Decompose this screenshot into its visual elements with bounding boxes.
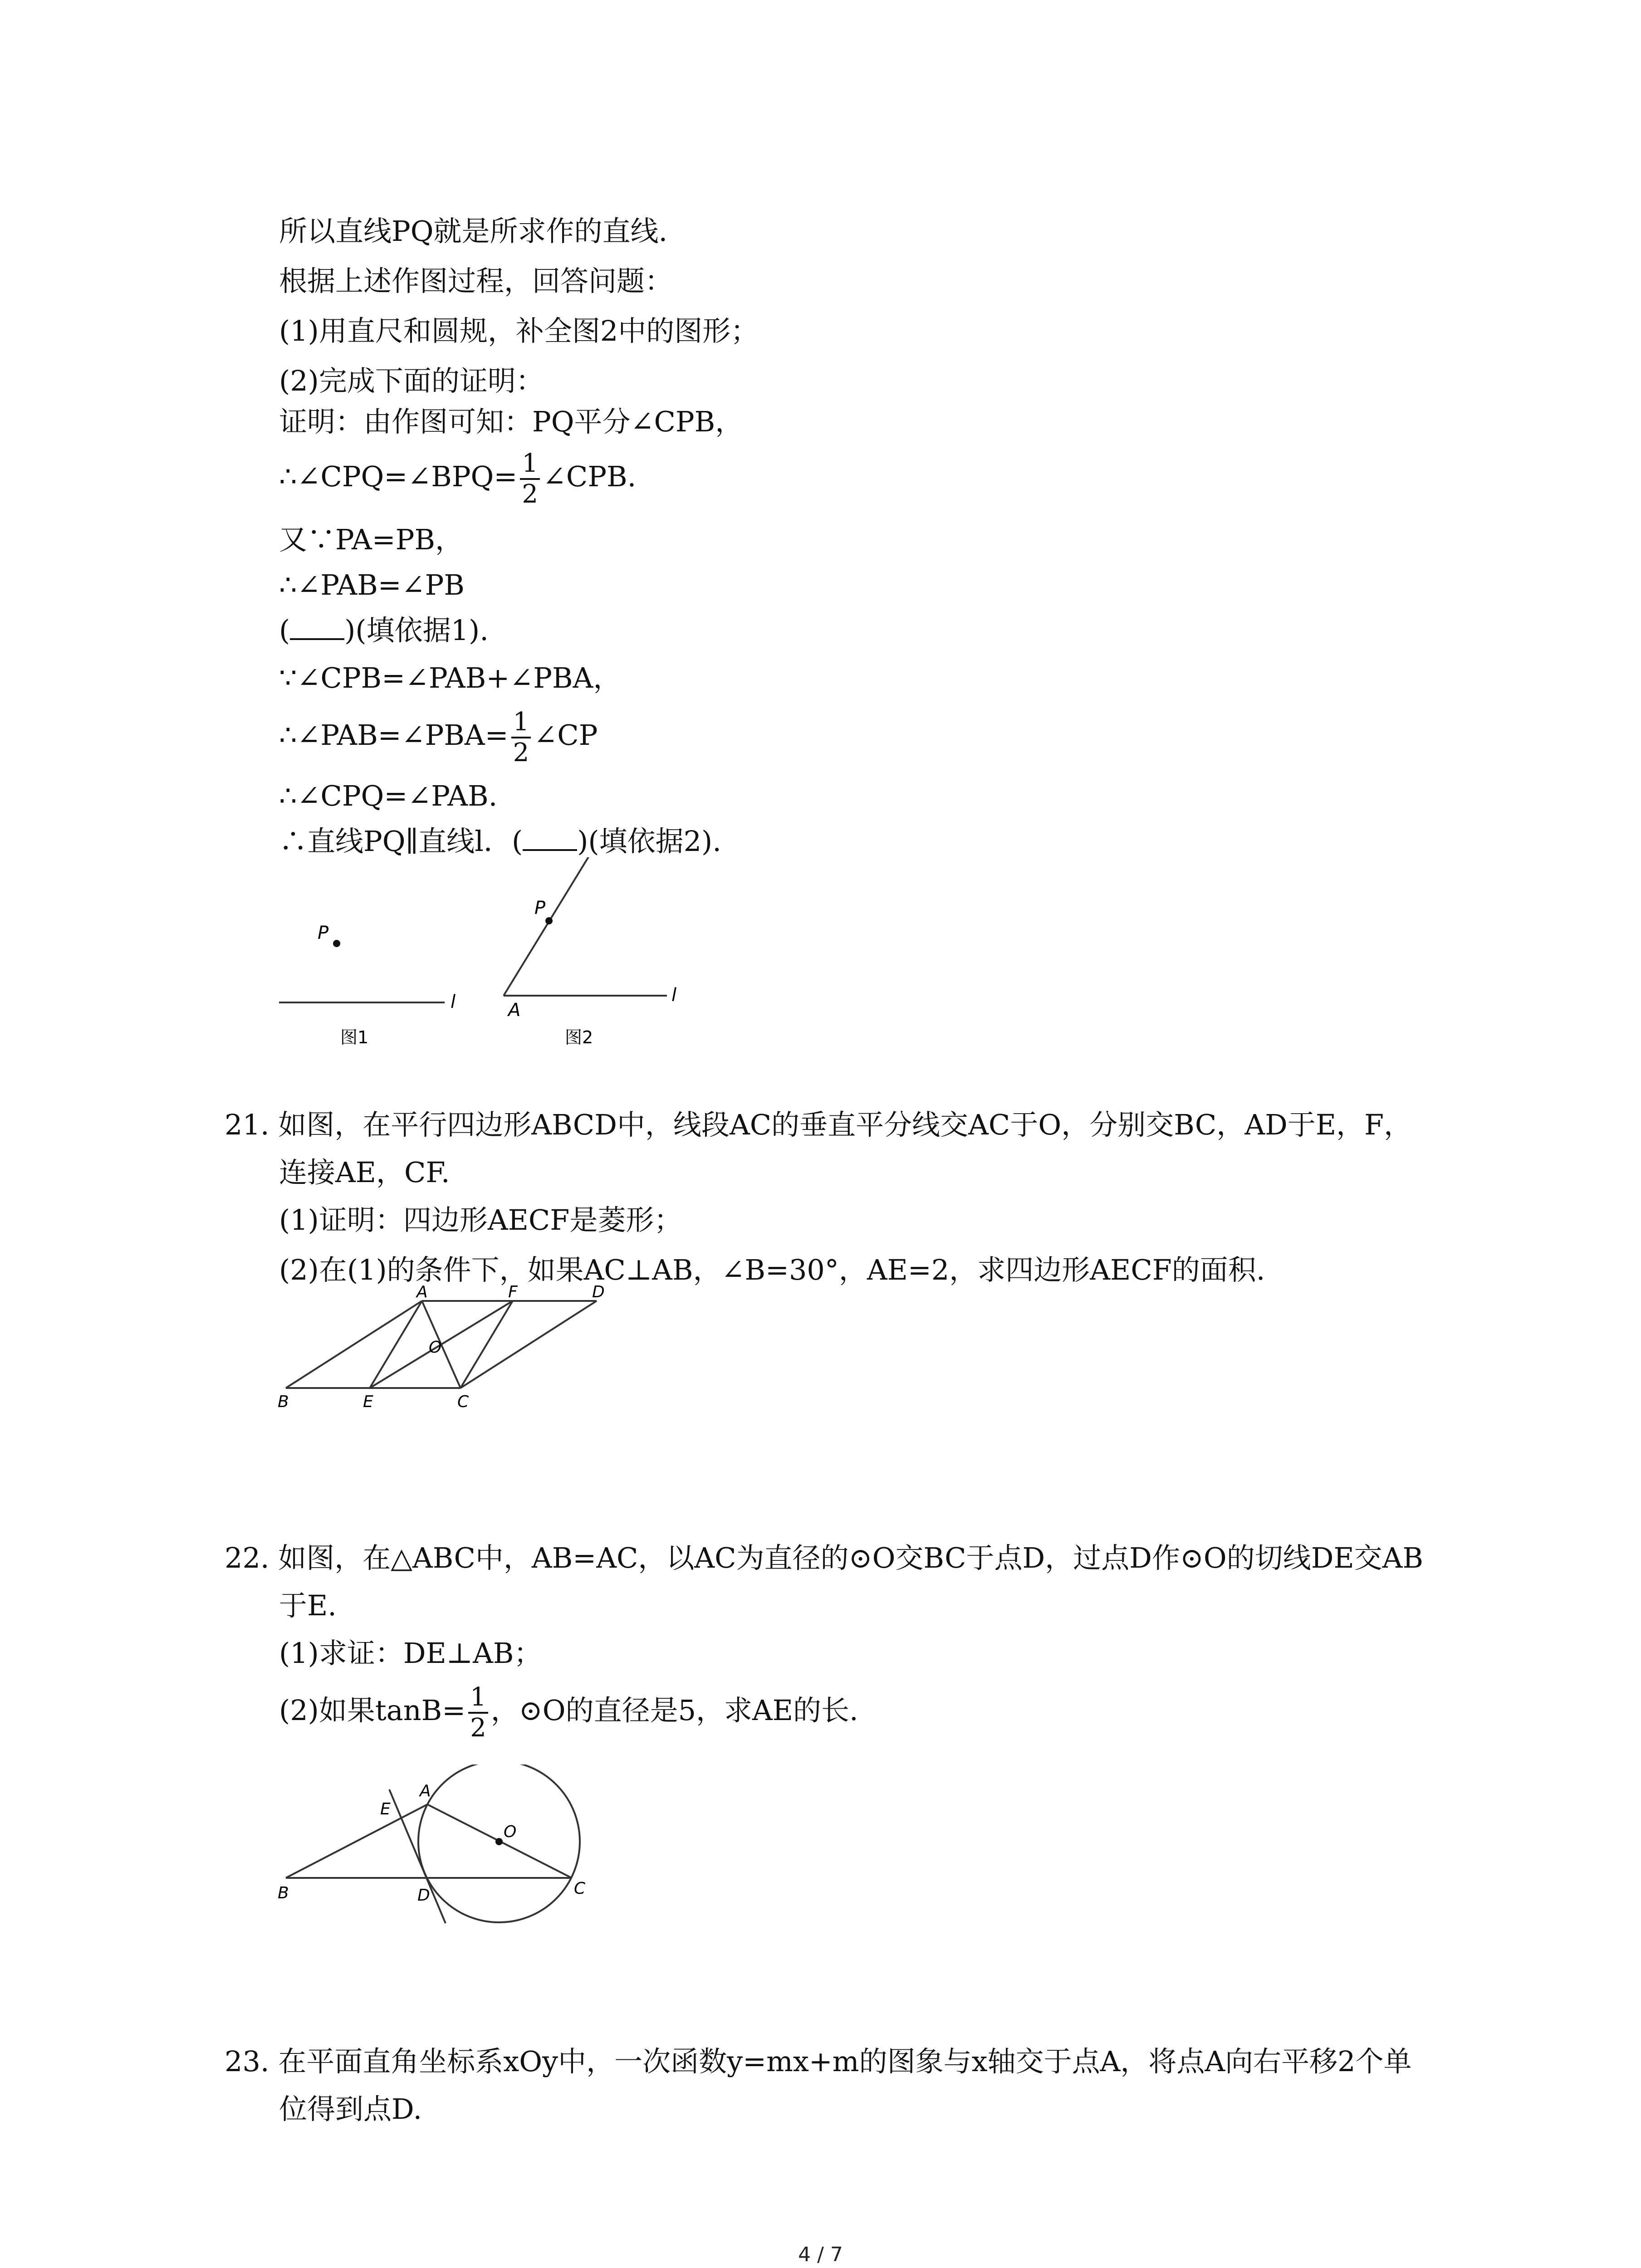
point-p-dot xyxy=(333,940,340,947)
p20-line-9 xyxy=(279,612,489,649)
label-e: E xyxy=(380,1800,391,1818)
p20-line-11-right: ∠CP xyxy=(534,719,598,752)
p22-line-3: (1)求证：DE⊥AB； xyxy=(279,1637,542,1670)
fraction-half xyxy=(468,1683,488,1743)
fraction-denominator: 2 xyxy=(522,479,538,509)
label-a: A xyxy=(508,1000,521,1021)
p22-line-1: 22. 如图，在△ABC中，AB=AC，以AC为直径的⊙O交BC于点D，过点D作⊙O的切线DE交AB xyxy=(225,1541,1424,1574)
fraction-numerator: 1 xyxy=(520,449,540,480)
answer-blank-2 xyxy=(523,824,577,851)
fraction-denominator: 2 xyxy=(470,1713,486,1743)
fraction-half xyxy=(511,708,531,767)
label-p: P xyxy=(534,898,546,919)
label-f: F xyxy=(508,1284,518,1301)
label-o: O xyxy=(429,1338,442,1357)
label-d: D xyxy=(592,1284,605,1301)
answer-blank-1 xyxy=(290,613,344,640)
p21-line-1: 21. 如图，在平行四边形ABCD中，线段AC的垂直平分线交AC于O，分别交BC，AD于E，F， xyxy=(225,1108,1412,1141)
p22-line-4-right: ，⊙O的直径是5，求AE的长. xyxy=(490,1694,858,1727)
fraction-numerator: 1 xyxy=(468,1683,488,1714)
p20-line-7: 又∵PA=PB， xyxy=(279,523,464,556)
p20-line-12: ∴∠CPQ=∠PAB. xyxy=(279,779,498,812)
p23-line-1: 23. 在平面直角坐标系xOy中，一次函数y=mx+m的图象与x轴交于点A，将点A向右平移2个单 xyxy=(225,2045,1412,2078)
p20-line-5: 证明：由作图可知：PQ平分∠CPB， xyxy=(279,405,744,438)
p20-line-6-left: ∴∠CPQ=∠BPQ= xyxy=(279,460,518,494)
label-c: C xyxy=(574,1879,586,1898)
p20-line-3: (1)用直尺和圆规，补全图2中的图形； xyxy=(279,314,759,347)
label-p: P xyxy=(318,923,329,943)
segment-ba xyxy=(286,1301,422,1388)
label-d: D xyxy=(417,1886,430,1905)
segment-ae xyxy=(370,1301,422,1388)
label-o: O xyxy=(504,1823,517,1841)
p20-line-1: 所以直线PQ就是所求作的直线. xyxy=(279,215,668,248)
figure-2-caption: 图2 xyxy=(565,1027,593,1047)
p21-figure xyxy=(272,1284,617,1420)
p20-line-6 xyxy=(279,449,636,509)
page-number: 4 / 7 xyxy=(798,2243,843,2266)
p22-line-4 xyxy=(279,1683,858,1743)
p20-line-10: ∵∠CPB=∠PAB+∠PBA， xyxy=(279,661,622,694)
p20-line-9-rest: )(填依据1). xyxy=(344,614,489,647)
label-c: C xyxy=(457,1393,469,1411)
ray-ap xyxy=(504,857,597,996)
label-b: B xyxy=(278,1884,289,1902)
p20-line-13-left: ∴直线PQ∥直线l．( xyxy=(279,825,523,858)
label-b: B xyxy=(278,1393,289,1411)
label-l: l xyxy=(671,985,677,1006)
p20-line-13-rest: )(填依据2). xyxy=(577,825,721,858)
p20-line-6-right: ∠CPB. xyxy=(542,460,637,494)
p22-line-4-left: (2)如果tanB= xyxy=(279,1694,466,1727)
label-e: E xyxy=(363,1393,373,1411)
label-l: l xyxy=(451,992,456,1012)
p20-figures xyxy=(272,857,726,1066)
center-o-dot xyxy=(495,1838,503,1845)
figure-1-caption: 图1 xyxy=(340,1027,369,1047)
figure-2 xyxy=(504,857,676,1047)
label-a: A xyxy=(420,1782,431,1800)
fraction-numerator: 1 xyxy=(511,708,531,738)
segment-cf xyxy=(460,1301,513,1388)
segment-ba xyxy=(286,1804,427,1878)
p23-line-2: 位得到点D. xyxy=(279,2092,422,2126)
p20-line-11 xyxy=(279,708,598,767)
p21-line-3: (1)证明：四边形AECF是菱形； xyxy=(279,1203,682,1237)
p20-line-2: 根据上述作图过程，回答问题： xyxy=(279,264,673,298)
segment-cd xyxy=(460,1301,597,1388)
figure-1 xyxy=(279,923,456,1047)
p21-line-4: (2)在(1)的条件下，如果AC⊥AB，∠B=30°，AE=2，求四边形AECF的面积. xyxy=(279,1253,1265,1286)
p20-line-11-left: ∴∠PAB=∠PBA= xyxy=(279,719,509,752)
p20-line-4: (2)完成下面的证明： xyxy=(279,364,544,397)
p21-line-2: 连接AE，CF. xyxy=(279,1156,450,1189)
p20-line-8: ∴∠PAB=∠PB xyxy=(279,568,465,601)
paren-open: ( xyxy=(279,614,290,647)
fraction-half xyxy=(520,449,540,509)
point-p-dot xyxy=(545,917,553,924)
p22-line-2: 于E. xyxy=(279,1589,337,1622)
p22-figure xyxy=(272,1765,617,1928)
label-a: A xyxy=(416,1284,428,1301)
fraction-denominator: 2 xyxy=(513,738,529,767)
p20-line-13 xyxy=(279,823,721,860)
